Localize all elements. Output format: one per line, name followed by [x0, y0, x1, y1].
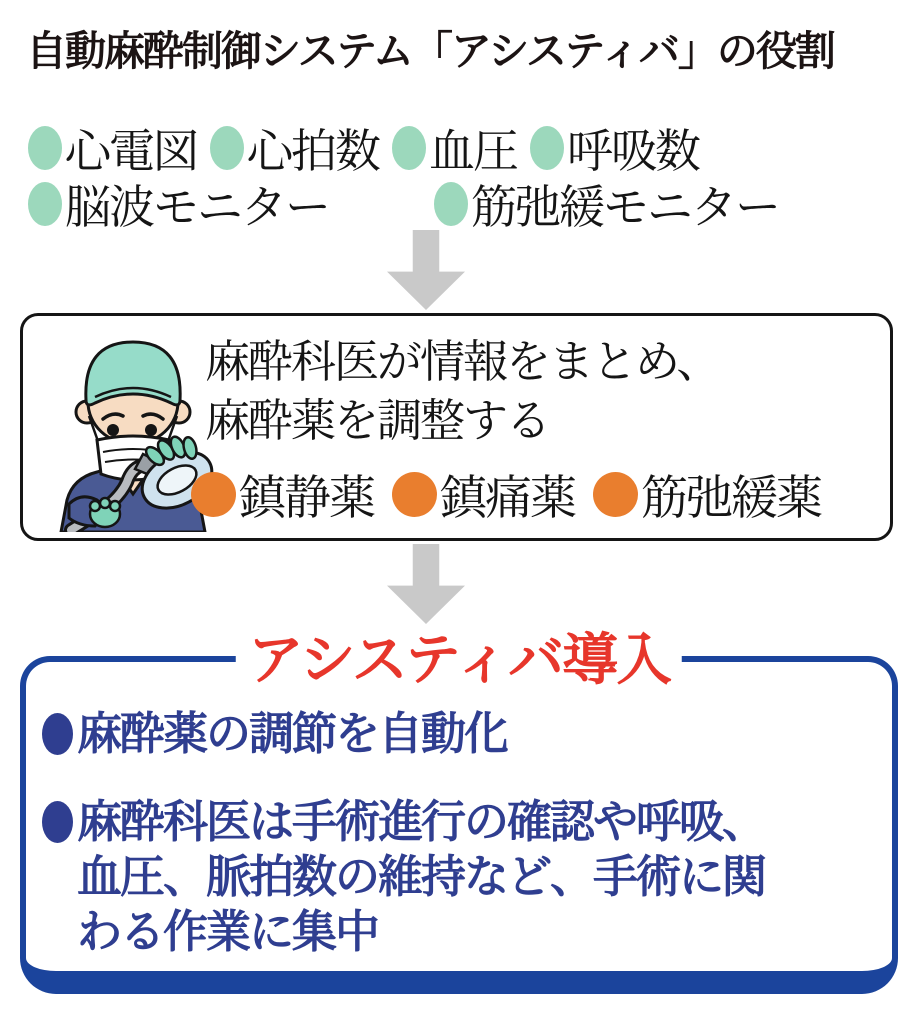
- monitor-label: 血圧: [429, 125, 517, 177]
- anes-line-1: 麻酔科医が情報をまとめ、: [205, 336, 720, 387]
- down-arrow-icon: [387, 544, 465, 624]
- navy-dot-icon: [42, 801, 73, 843]
- monitor-label: 心電図: [65, 125, 197, 177]
- drug-item-muscle-relaxant: [593, 461, 821, 528]
- assistiva-item-text: [77, 706, 507, 761]
- assistiva-line: わる作業に集中: [77, 906, 379, 957]
- assistiva-item-focus: [42, 794, 868, 959]
- assistiva-item-automation: [42, 706, 868, 761]
- monitor-item-eeg: [28, 171, 329, 237]
- assistiva-line: 麻酔科医は手術進行の確認や呼吸、: [77, 796, 766, 847]
- teal-dot-icon: [28, 182, 62, 226]
- monitor-label: 筋弛緩モニター: [471, 181, 779, 233]
- drug-item-analgesic: [392, 461, 575, 528]
- drug-label: 筋弛緩薬: [641, 471, 821, 524]
- assistiva-line: 血圧、脈拍数の維持など、手術に関: [77, 851, 766, 902]
- assistiva-box-title: アシスティバ導入: [236, 628, 682, 693]
- page-title: 自動麻酔制御システム「アシスティバ」の役割: [26, 28, 834, 74]
- teal-dot-icon: [530, 126, 564, 170]
- teal-dot-icon: [392, 126, 426, 170]
- navy-dot-icon: [42, 713, 73, 755]
- monitor-row-1: [28, 120, 792, 176]
- drug-label: 鎮痛薬: [440, 471, 575, 524]
- down-arrow-icon: [387, 230, 465, 310]
- monitor-label: 呼吸数: [567, 125, 699, 177]
- monitor-row-2: [28, 176, 792, 232]
- anes-line-2: 麻酔薬を調整する: [205, 395, 550, 446]
- assistiva-box: [20, 628, 898, 994]
- monitor-label: 心拍数: [247, 125, 379, 177]
- assistiva-line: 麻酔薬の調節を自動化: [77, 708, 508, 759]
- drug-label: 鎮静薬: [239, 471, 374, 524]
- teal-dot-icon: [434, 182, 468, 226]
- teal-dot-icon: [210, 126, 244, 170]
- orange-dot-icon: [593, 472, 638, 517]
- monitor-list: [28, 120, 792, 232]
- drug-list: [191, 461, 839, 528]
- orange-dot-icon: [191, 472, 236, 517]
- assistiva-item-text: [77, 794, 765, 959]
- anesthesiologist-text: [191, 332, 839, 528]
- monitor-label: 脳波モニター: [65, 181, 329, 233]
- drug-item-sedative: [191, 461, 374, 528]
- anesthesiologist-box: [20, 313, 893, 541]
- teal-dot-icon: [28, 126, 62, 170]
- monitor-item-muscle-relaxation: [434, 171, 779, 237]
- orange-dot-icon: [392, 472, 437, 517]
- assistiva-content: [26, 662, 892, 959]
